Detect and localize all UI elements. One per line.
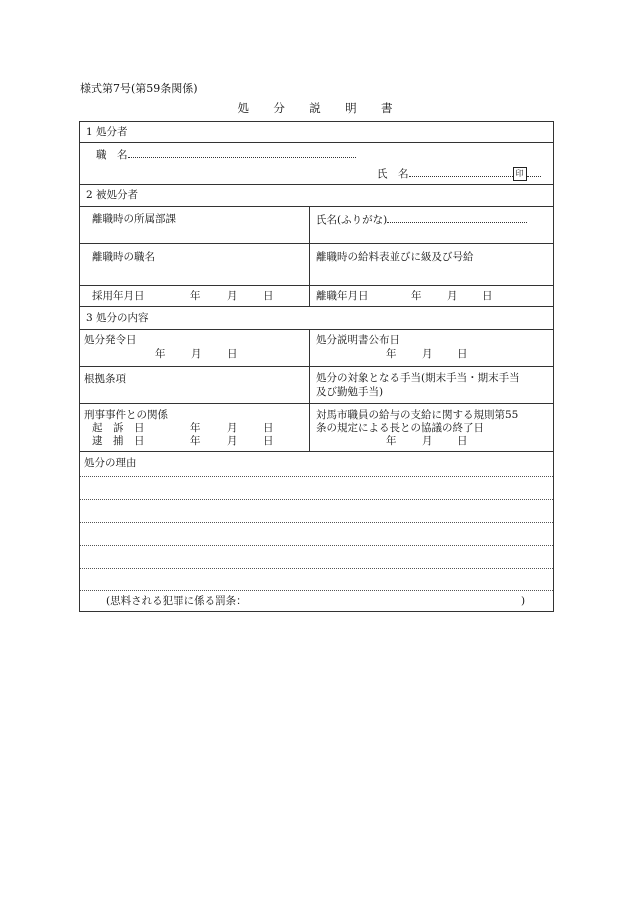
- penalty-open-label: (思料される犯罪に係る罰条：: [106, 595, 247, 607]
- hire-day-unit: 日: [263, 290, 274, 302]
- arrest-day-unit: 日: [263, 435, 274, 447]
- hire-date-label: 採用年月日: [92, 290, 145, 302]
- disposer-post-line: [128, 148, 356, 158]
- section3-heading: 3 処分の内容: [86, 312, 149, 324]
- notice-day-unit: 日: [457, 348, 468, 360]
- indict-day-unit: 日: [263, 422, 274, 434]
- rule-text-2: 条の規定による長との協議の終了日: [316, 422, 484, 434]
- reason-line-1: [80, 476, 553, 477]
- allowance-label-1: 処分の対象となる手当(期末手当・期末手当: [316, 372, 520, 384]
- rule-year-unit: 年: [386, 435, 397, 447]
- section2-heading-row: [80, 185, 554, 207]
- name-kana-field[interactable]: [316, 213, 527, 227]
- seal-trailing-line: [527, 167, 541, 177]
- section3-reason-row: [80, 452, 554, 612]
- reason-line-2: [80, 499, 553, 500]
- retire-month-unit: 月: [447, 290, 458, 302]
- reason-line-5: [80, 568, 553, 569]
- notice-month-unit: 月: [422, 348, 433, 360]
- reason-line-6: [80, 590, 553, 591]
- retire-date-label: 離職年月日: [316, 290, 369, 302]
- rule-month-unit: 月: [422, 435, 433, 447]
- section1-body-row: [80, 143, 554, 185]
- indict-label: 起 訴 日: [92, 422, 145, 434]
- disposer-post-field[interactable]: [96, 148, 356, 162]
- allowance-label-2: 及び勤勉手当): [316, 386, 384, 398]
- name-kana-line: [387, 213, 527, 223]
- salary-label: 離職時の給料表並びに級及び号給: [316, 251, 474, 263]
- basis-label: 根拠条項: [84, 373, 126, 385]
- section1-heading: 1 処分者: [86, 126, 128, 138]
- reason-label: 処分の理由: [84, 457, 137, 469]
- section3-row1: [80, 330, 554, 367]
- section1-heading-row: [80, 122, 554, 143]
- disposer-name-label: 氏 名: [377, 168, 409, 180]
- page-title: 処 分 説 明 書: [237, 101, 403, 115]
- disposer-post-label: 職 名: [96, 149, 128, 161]
- penalty-close-label: ): [521, 595, 526, 607]
- issue-year-unit: 年: [155, 348, 166, 360]
- arrest-label: 逮 捕 日: [92, 435, 145, 447]
- section3-row3: [80, 404, 554, 452]
- arrest-month-unit: 月: [227, 435, 238, 447]
- issue-date-label: 処分発令日: [84, 334, 137, 346]
- section2-row3: [80, 286, 554, 307]
- rule-text-1: 対馬市職員の給与の支給に関する規則第55: [316, 409, 519, 421]
- section2-heading: 2 被処分者: [86, 189, 139, 201]
- post-label: 離職時の職名: [92, 251, 155, 263]
- disposer-name-line: [409, 167, 513, 177]
- section2-row2: [80, 244, 554, 286]
- rule-day-unit: 日: [457, 435, 468, 447]
- indict-month-unit: 月: [227, 422, 238, 434]
- retire-year-unit: 年: [411, 290, 422, 302]
- reason-line-4: [80, 545, 553, 546]
- section2-row1: [80, 207, 554, 244]
- disposition-form-table: [79, 121, 554, 612]
- notice-year-unit: 年: [386, 348, 397, 360]
- disposer-name-field[interactable]: [377, 167, 541, 181]
- form-number: 様式第7号(第59条関係): [80, 82, 198, 95]
- hire-month-unit: 月: [227, 290, 238, 302]
- issue-month-unit: 月: [191, 348, 202, 360]
- issue-day-unit: 日: [227, 348, 238, 360]
- arrest-year-unit: 年: [190, 435, 201, 447]
- dept-label: 離職時の所属部課: [92, 213, 176, 225]
- criminal-label: 刑事事件との関係: [84, 409, 168, 421]
- retire-day-unit: 日: [482, 290, 493, 302]
- reason-line-3: [80, 522, 553, 523]
- notice-date-label: 処分説明書公布日: [316, 334, 400, 346]
- section3-row2: [80, 367, 554, 404]
- name-kana-label: 氏名(ふりがな): [316, 214, 388, 226]
- section3-heading-row: [80, 307, 554, 330]
- seal-icon: 印: [513, 167, 527, 181]
- indict-year-unit: 年: [190, 422, 201, 434]
- hire-year-unit: 年: [190, 290, 201, 302]
